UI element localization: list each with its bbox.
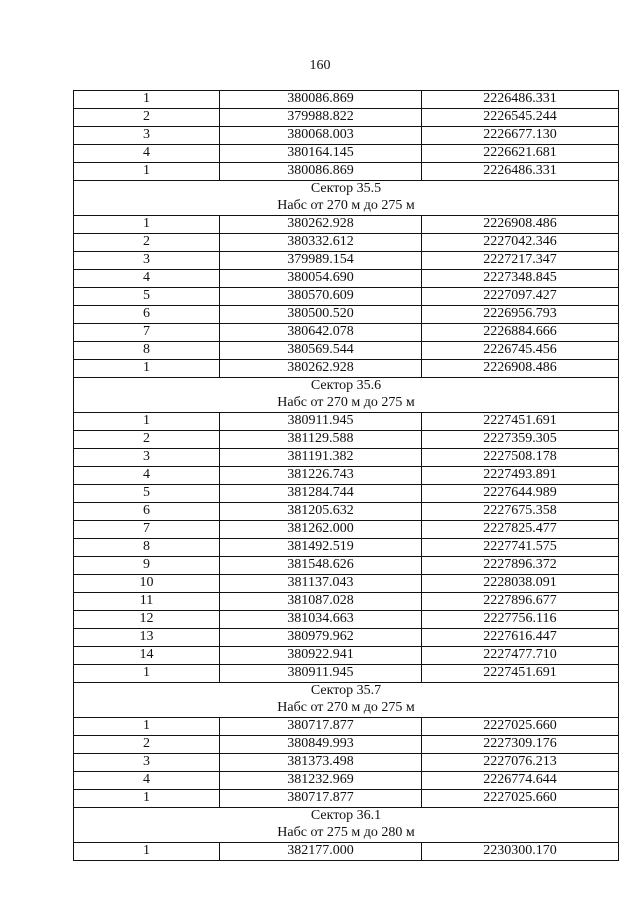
table-row bbox=[74, 575, 619, 593]
table-row bbox=[74, 772, 619, 790]
sector-title: Сектор 35.6 bbox=[74, 378, 619, 396]
table-row bbox=[74, 306, 619, 324]
y-coordinate-cell: 2227097.427 bbox=[422, 288, 619, 306]
point-number-cell: 2 bbox=[74, 431, 220, 449]
y-coordinate-cell: 2226486.331 bbox=[422, 163, 619, 181]
table-row bbox=[74, 216, 619, 234]
height-zone-label: Набс от 275 м до 280 м bbox=[74, 825, 619, 843]
y-coordinate-cell: 2230300.170 bbox=[422, 843, 619, 861]
x-coordinate-cell: 381129.588 bbox=[220, 431, 422, 449]
table-row bbox=[74, 234, 619, 252]
point-number-cell: 5 bbox=[74, 288, 220, 306]
table-row bbox=[74, 270, 619, 288]
point-number-cell: 4 bbox=[74, 467, 220, 485]
y-coordinate-cell: 2227359.305 bbox=[422, 431, 619, 449]
y-coordinate-cell: 2226621.681 bbox=[422, 145, 619, 163]
x-coordinate-cell: 381137.043 bbox=[220, 575, 422, 593]
height-zone-row bbox=[74, 395, 619, 413]
y-coordinate-cell: 2226745.456 bbox=[422, 342, 619, 360]
point-number-cell: 13 bbox=[74, 629, 220, 647]
table-row bbox=[74, 736, 619, 754]
table-row bbox=[74, 485, 619, 503]
point-number-cell: 10 bbox=[74, 575, 220, 593]
x-coordinate-cell: 380717.877 bbox=[220, 718, 422, 736]
x-coordinate-cell: 380068.003 bbox=[220, 127, 422, 145]
y-coordinate-cell: 2227348.845 bbox=[422, 270, 619, 288]
table-row bbox=[74, 503, 619, 521]
point-number-cell: 3 bbox=[74, 754, 220, 772]
table-row bbox=[74, 790, 619, 808]
x-coordinate-cell: 380911.945 bbox=[220, 413, 422, 431]
y-coordinate-cell: 2227896.677 bbox=[422, 593, 619, 611]
y-coordinate-cell: 2227493.891 bbox=[422, 467, 619, 485]
x-coordinate-cell: 380262.928 bbox=[220, 360, 422, 378]
y-coordinate-cell: 2226956.793 bbox=[422, 306, 619, 324]
sector-title-row bbox=[74, 378, 619, 396]
x-coordinate-cell: 381087.028 bbox=[220, 593, 422, 611]
height-zone-row bbox=[74, 700, 619, 718]
x-coordinate-cell: 380922.941 bbox=[220, 647, 422, 665]
x-coordinate-cell: 381232.969 bbox=[220, 772, 422, 790]
height-zone-label: Набс от 270 м до 275 м bbox=[74, 198, 619, 216]
y-coordinate-cell: 2227025.660 bbox=[422, 790, 619, 808]
x-coordinate-cell: 380086.869 bbox=[220, 163, 422, 181]
point-number-cell: 7 bbox=[74, 324, 220, 342]
x-coordinate-cell: 380054.690 bbox=[220, 270, 422, 288]
table-row bbox=[74, 718, 619, 736]
y-coordinate-cell: 2227825.477 bbox=[422, 521, 619, 539]
table-row bbox=[74, 539, 619, 557]
x-coordinate-cell: 381492.519 bbox=[220, 539, 422, 557]
height-zone-row bbox=[74, 825, 619, 843]
coordinates-table-body bbox=[74, 91, 619, 861]
point-number-cell: 8 bbox=[74, 342, 220, 360]
point-number-cell: 3 bbox=[74, 449, 220, 467]
point-number-cell: 2 bbox=[74, 736, 220, 754]
y-coordinate-cell: 2227616.447 bbox=[422, 629, 619, 647]
point-number-cell: 1 bbox=[74, 843, 220, 861]
point-number-cell: 1 bbox=[74, 216, 220, 234]
point-number-cell: 1 bbox=[74, 413, 220, 431]
x-coordinate-cell: 380911.945 bbox=[220, 665, 422, 683]
x-coordinate-cell: 379989.154 bbox=[220, 252, 422, 270]
table-row bbox=[74, 754, 619, 772]
point-number-cell: 4 bbox=[74, 270, 220, 288]
x-coordinate-cell: 381284.744 bbox=[220, 485, 422, 503]
point-number-cell: 1 bbox=[74, 790, 220, 808]
y-coordinate-cell: 2227309.176 bbox=[422, 736, 619, 754]
x-coordinate-cell: 380717.877 bbox=[220, 790, 422, 808]
table-row bbox=[74, 611, 619, 629]
table-row bbox=[74, 145, 619, 163]
y-coordinate-cell: 2226774.644 bbox=[422, 772, 619, 790]
y-coordinate-cell: 2227451.691 bbox=[422, 665, 619, 683]
sector-title-row bbox=[74, 808, 619, 826]
point-number-cell: 4 bbox=[74, 145, 220, 163]
y-coordinate-cell: 2227451.691 bbox=[422, 413, 619, 431]
x-coordinate-cell: 381191.382 bbox=[220, 449, 422, 467]
point-number-cell: 1 bbox=[74, 91, 220, 109]
y-coordinate-cell: 2227756.116 bbox=[422, 611, 619, 629]
point-number-cell: 11 bbox=[74, 593, 220, 611]
x-coordinate-cell: 380262.928 bbox=[220, 216, 422, 234]
x-coordinate-cell: 382177.000 bbox=[220, 843, 422, 861]
point-number-cell: 3 bbox=[74, 127, 220, 145]
y-coordinate-cell: 2227025.660 bbox=[422, 718, 619, 736]
table-row bbox=[74, 557, 619, 575]
point-number-cell: 8 bbox=[74, 539, 220, 557]
x-coordinate-cell: 381205.632 bbox=[220, 503, 422, 521]
height-zone-label: Набс от 270 м до 275 м bbox=[74, 700, 619, 718]
sector-title-row bbox=[74, 683, 619, 701]
y-coordinate-cell: 2227896.372 bbox=[422, 557, 619, 575]
table-row bbox=[74, 431, 619, 449]
table-row bbox=[74, 665, 619, 683]
x-coordinate-cell: 380332.612 bbox=[220, 234, 422, 252]
y-coordinate-cell: 2227076.213 bbox=[422, 754, 619, 772]
table-row bbox=[74, 467, 619, 485]
point-number-cell: 9 bbox=[74, 557, 220, 575]
x-coordinate-cell: 380500.520 bbox=[220, 306, 422, 324]
x-coordinate-cell: 380569.544 bbox=[220, 342, 422, 360]
y-coordinate-cell: 2227508.178 bbox=[422, 449, 619, 467]
table-row bbox=[74, 288, 619, 306]
height-zone-row bbox=[74, 198, 619, 216]
table-row bbox=[74, 629, 619, 647]
x-coordinate-cell: 381262.000 bbox=[220, 521, 422, 539]
table-row bbox=[74, 91, 619, 109]
y-coordinate-cell: 2226908.486 bbox=[422, 360, 619, 378]
table-row bbox=[74, 449, 619, 467]
x-coordinate-cell: 380164.145 bbox=[220, 145, 422, 163]
point-number-cell: 6 bbox=[74, 503, 220, 521]
x-coordinate-cell: 380849.993 bbox=[220, 736, 422, 754]
x-coordinate-cell: 381226.743 bbox=[220, 467, 422, 485]
y-coordinate-cell: 2227217.347 bbox=[422, 252, 619, 270]
y-coordinate-cell: 2227477.710 bbox=[422, 647, 619, 665]
table-row bbox=[74, 360, 619, 378]
y-coordinate-cell: 2227644.989 bbox=[422, 485, 619, 503]
y-coordinate-cell: 2226677.130 bbox=[422, 127, 619, 145]
x-coordinate-cell: 381373.498 bbox=[220, 754, 422, 772]
table-row bbox=[74, 109, 619, 127]
x-coordinate-cell: 380979.962 bbox=[220, 629, 422, 647]
y-coordinate-cell: 2226486.331 bbox=[422, 91, 619, 109]
table-row bbox=[74, 521, 619, 539]
y-coordinate-cell: 2228038.091 bbox=[422, 575, 619, 593]
point-number-cell: 1 bbox=[74, 163, 220, 181]
table-row bbox=[74, 593, 619, 611]
y-coordinate-cell: 2227675.358 bbox=[422, 503, 619, 521]
y-coordinate-cell: 2226908.486 bbox=[422, 216, 619, 234]
point-number-cell: 4 bbox=[74, 772, 220, 790]
point-number-cell: 6 bbox=[74, 306, 220, 324]
table-row bbox=[74, 342, 619, 360]
x-coordinate-cell: 380086.869 bbox=[220, 91, 422, 109]
table-row bbox=[74, 163, 619, 181]
table-row bbox=[74, 647, 619, 665]
point-number-cell: 2 bbox=[74, 109, 220, 127]
sector-title-row bbox=[74, 181, 619, 199]
point-number-cell: 7 bbox=[74, 521, 220, 539]
table-row bbox=[74, 324, 619, 342]
sector-title: Сектор 35.7 bbox=[74, 683, 619, 701]
x-coordinate-cell: 380570.609 bbox=[220, 288, 422, 306]
table-row bbox=[74, 252, 619, 270]
table-row bbox=[74, 843, 619, 861]
x-coordinate-cell: 379988.822 bbox=[220, 109, 422, 127]
sector-title: Сектор 36.1 bbox=[74, 808, 619, 826]
page-number: 160 bbox=[309, 58, 331, 73]
table-row bbox=[74, 127, 619, 145]
height-zone-label: Набс от 270 м до 275 м bbox=[74, 395, 619, 413]
x-coordinate-cell: 381034.663 bbox=[220, 611, 422, 629]
x-coordinate-cell: 380642.078 bbox=[220, 324, 422, 342]
point-number-cell: 14 bbox=[74, 647, 220, 665]
coordinates-table bbox=[73, 90, 619, 861]
y-coordinate-cell: 2227741.575 bbox=[422, 539, 619, 557]
x-coordinate-cell: 381548.626 bbox=[220, 557, 422, 575]
point-number-cell: 5 bbox=[74, 485, 220, 503]
sector-title: Сектор 35.5 bbox=[74, 181, 619, 199]
y-coordinate-cell: 2226545.244 bbox=[422, 109, 619, 127]
point-number-cell: 1 bbox=[74, 718, 220, 736]
y-coordinate-cell: 2226884.666 bbox=[422, 324, 619, 342]
point-number-cell: 2 bbox=[74, 234, 220, 252]
y-coordinate-cell: 2227042.346 bbox=[422, 234, 619, 252]
table-row bbox=[74, 413, 619, 431]
point-number-cell: 3 bbox=[74, 252, 220, 270]
point-number-cell: 1 bbox=[74, 360, 220, 378]
point-number-cell: 1 bbox=[74, 665, 220, 683]
point-number-cell: 12 bbox=[74, 611, 220, 629]
